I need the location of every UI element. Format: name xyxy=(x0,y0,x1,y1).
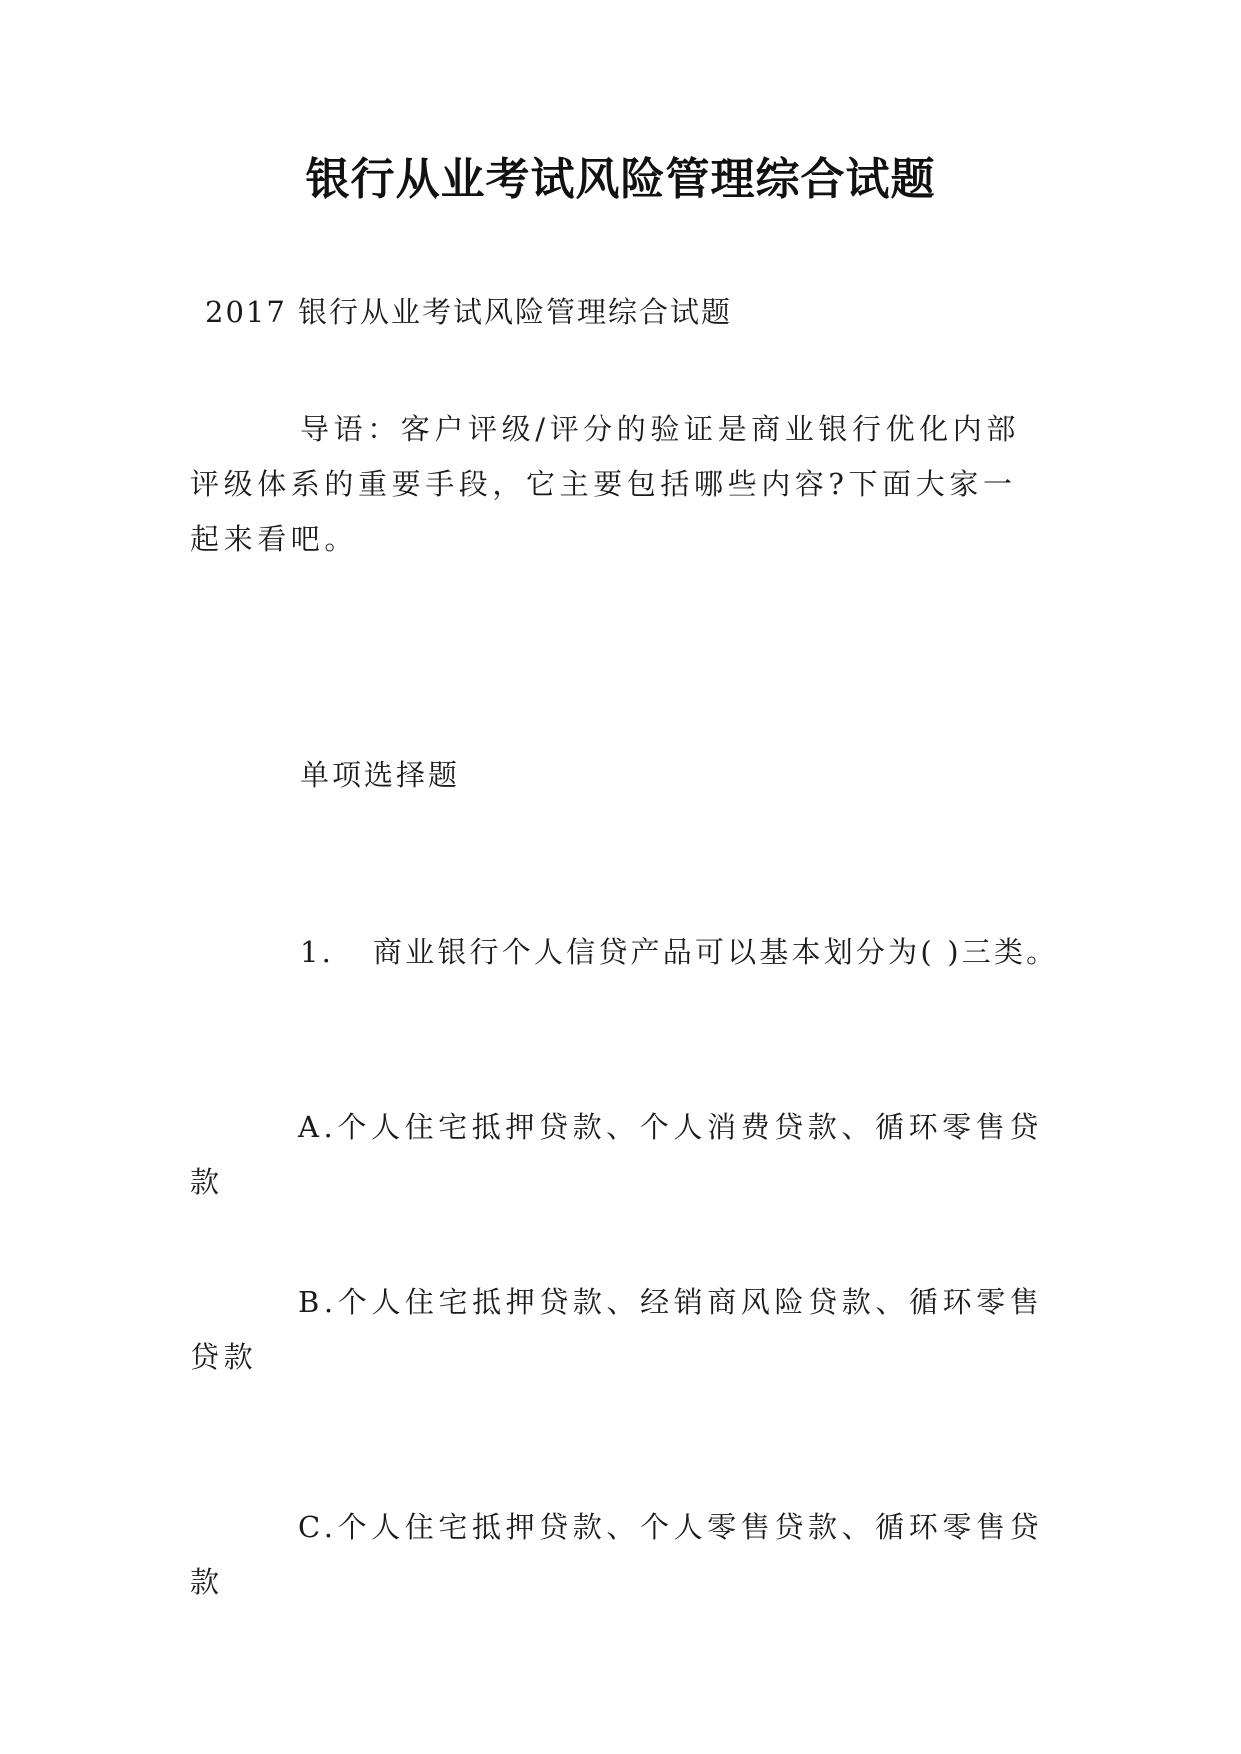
question-text: 商业银行个人信贷产品可以基本划分为( )三类。 xyxy=(372,935,1059,969)
option-b xyxy=(190,1275,1050,1385)
document-subtitle: 2017 银行从业考试风险管理综合试题 xyxy=(205,295,733,329)
option-c xyxy=(190,1500,1050,1610)
option-label: C. xyxy=(298,1510,338,1544)
question-number: 1. xyxy=(300,935,335,969)
intro-paragraph: 导语：客户评级/评分的验证是商业银行优化内部评级体系的重要手段，它主要包括哪些内容?下面大家一起来看吧。 xyxy=(190,412,1020,556)
option-text: 个人住宅抵押贷款、个人消费贷款、循环零售贷款 xyxy=(190,1110,1043,1199)
option-label: A. xyxy=(298,1110,338,1144)
section-heading: 单项选择题 xyxy=(300,758,461,792)
document-title: 银行从业考试风险管理综合试题 xyxy=(305,154,936,205)
option-text: 个人住宅抵押贷款、个人零售贷款、循环零售贷款 xyxy=(190,1510,1044,1599)
question-1 xyxy=(300,932,1058,972)
option-a xyxy=(190,1100,1050,1210)
option-label: B. xyxy=(298,1285,338,1319)
option-text: 个人住宅抵押贷款、经销商风险贷款、循环零售贷款 xyxy=(190,1285,1044,1374)
